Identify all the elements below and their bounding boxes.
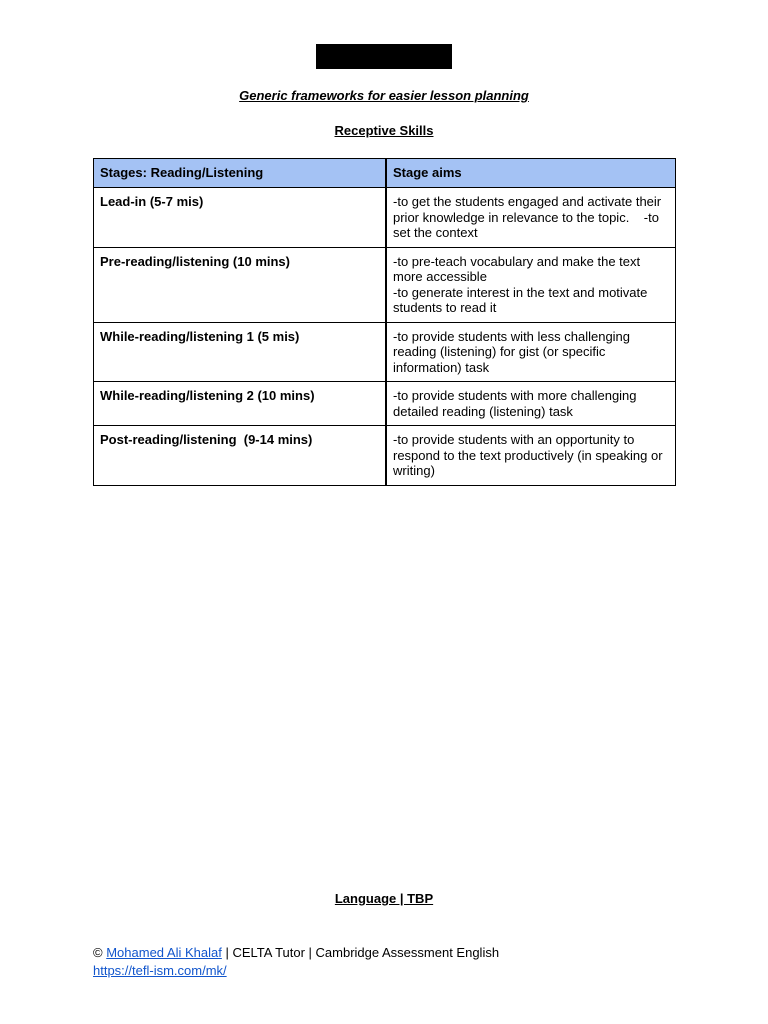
footer	[93, 944, 499, 980]
stage-cell: While-reading/listening 2 (10 mins)	[94, 382, 387, 426]
table-row	[94, 382, 676, 426]
table-header-row	[94, 159, 676, 188]
aims-cell	[386, 382, 676, 426]
aim-text: -to get the students engaged and activate their prior knowledge in relevance to the topic. -to set the context	[393, 194, 665, 240]
aim-text: -to generate interest in the text and motivate students to read it	[393, 284, 648, 315]
aims-cell	[386, 247, 676, 322]
stage-cell: Pre-reading/listening (10 mins)	[94, 247, 387, 322]
aim-text: -to pre-teach vocabulary and make the text more accessible	[393, 253, 641, 284]
stage-cell: While-reading/listening 1 (5 mis)	[94, 322, 387, 382]
aims-cell	[386, 188, 676, 248]
copyright-symbol: ©	[93, 945, 103, 960]
aim-text: -to provide students with more challenging detailed reading (listening) task	[393, 388, 637, 419]
table-row	[94, 188, 676, 248]
redaction-block	[316, 44, 452, 69]
section-heading-receptive-skills: Receptive Skills	[334, 123, 434, 138]
footer-credit-line	[93, 944, 499, 962]
stage-cell: Post-reading/listening (9-14 mins)	[94, 426, 387, 486]
stages-table	[93, 158, 676, 486]
column-header-stages: Stages: Reading/Listening	[94, 159, 387, 188]
website-link[interactable]: https://tefl-ism.com/mk/	[93, 963, 227, 978]
aims-cell	[386, 322, 676, 382]
stage-cell: Lead-in (5-7 mis)	[94, 188, 387, 248]
aim-text: -to provide students with less challenging reading (listening) for gist (or specific information) task	[393, 328, 631, 375]
column-header-stage-aims: Stage aims	[386, 159, 676, 188]
footer-url-line	[93, 962, 499, 980]
document-title: Generic frameworks for easier lesson planning	[239, 88, 529, 103]
author-credentials: | CELTA Tutor | Cambridge Assessment English	[221, 945, 500, 960]
table-row	[94, 426, 676, 486]
table-row	[94, 322, 676, 382]
aim-text: -to provide students with an opportunity to respond to the text productively (in speaking or writing)	[393, 432, 663, 478]
author-link[interactable]: Mohamed Ali Khalaf	[106, 945, 222, 960]
section-heading-language-tbp: Language | TBP	[334, 891, 434, 906]
aims-cell	[386, 426, 676, 486]
table-row	[94, 247, 676, 322]
